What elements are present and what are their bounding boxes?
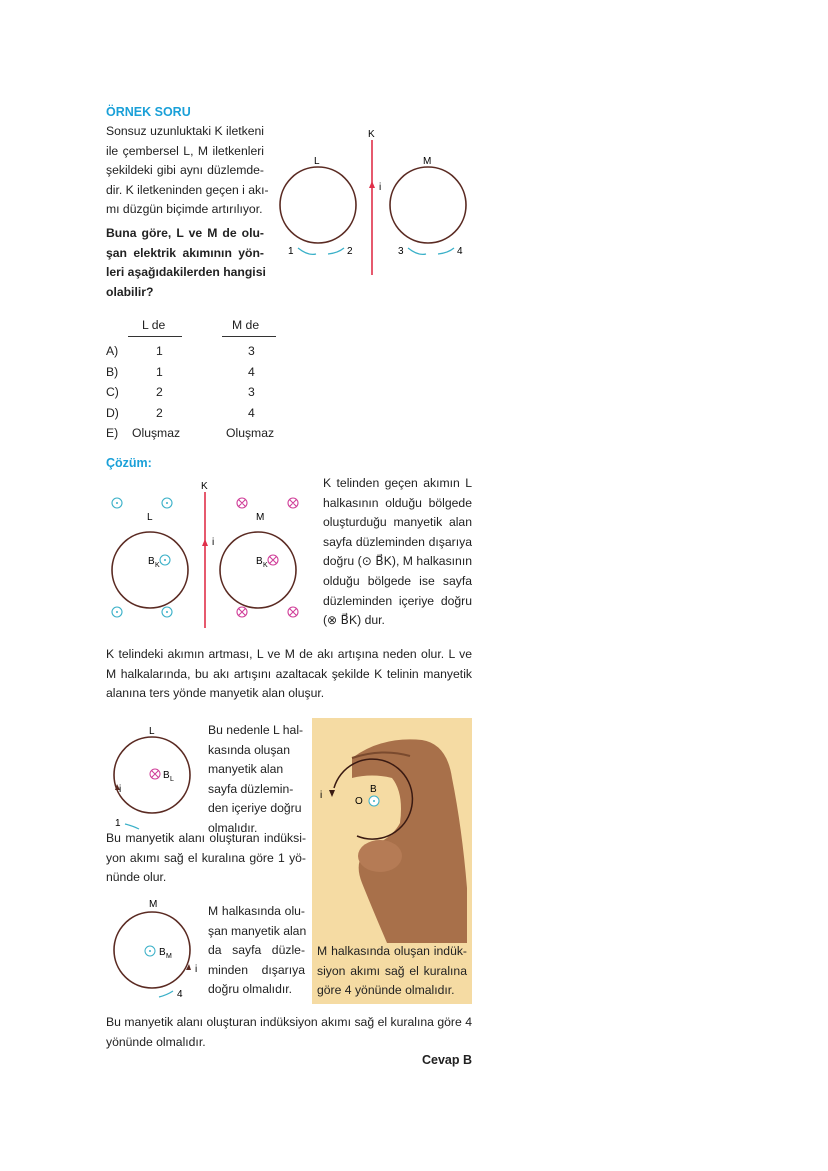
- text-line: şan manyetik alan: [208, 923, 307, 938]
- text-line: dir. K iletkeninden geçen i akı-: [106, 182, 269, 197]
- text-line: K telindeki akımın artması, L ve M de akı artışına neden olur. L ve: [106, 647, 472, 661]
- dir-2: 2: [347, 246, 353, 257]
- solution-paragraph-2: [106, 829, 306, 888]
- option-m-value: Oluşmaz: [226, 426, 275, 440]
- field-in-crosses-icon: [237, 498, 298, 617]
- loop-l: [114, 737, 190, 813]
- solution-side-text: [323, 474, 472, 631]
- loop-m-figure: [105, 897, 205, 1007]
- answer-label: Cevap B: [421, 1053, 472, 1067]
- text-line: kasında oluşan: [208, 742, 290, 757]
- question-text: [106, 122, 269, 220]
- option-label: A): [106, 344, 119, 358]
- text-line: mı düzgün biçimde artırılıyor.: [106, 202, 263, 217]
- text-line: siyon akımı sağ el kuralına: [317, 963, 467, 978]
- current-arrow-icon: [329, 790, 335, 797]
- photo-caption: [317, 942, 467, 1001]
- field-out-dots-icon: [112, 498, 172, 617]
- text-line: M halkasında olu-: [208, 904, 305, 918]
- option-l-value: 2: [156, 405, 163, 420]
- dir-4: 4: [457, 246, 463, 257]
- option-l-value: 1: [156, 344, 163, 358]
- example-title: ÖRNEK SORU: [106, 105, 191, 119]
- text-line: leri aşağıdakilerden hangisi: [106, 265, 266, 280]
- text-line: Bu manyetik alanı oluşturan indüksi-: [106, 831, 306, 845]
- text-line: olabilir?: [106, 284, 154, 299]
- loop-l-figure: [105, 722, 205, 832]
- solution-paragraph-1: [106, 645, 472, 704]
- option-l-value: Oluşmaz: [132, 426, 181, 440]
- field-label: B: [163, 770, 170, 781]
- text-line: (⊗ B⃗K) dur.: [323, 613, 385, 628]
- divider: [222, 336, 276, 337]
- current-label: i: [195, 964, 198, 975]
- direction-arrows-m-icon: [408, 248, 454, 254]
- field-label: B: [370, 784, 377, 795]
- text-line: yönünde olmalıdır.: [106, 1034, 206, 1049]
- option-l-value: 2: [156, 385, 163, 399]
- hand-image: [312, 718, 472, 943]
- text-line: halkasının olduğu bölgede: [323, 495, 472, 510]
- option-l-value: 1: [156, 364, 163, 379]
- header-l: L de: [142, 318, 166, 332]
- field-label: B: [159, 947, 166, 958]
- loop-m-label: M: [256, 512, 265, 523]
- text-line: nünde olur.: [106, 870, 167, 885]
- text-line: yon akımı sağ el kuralına göre 1 yö-: [106, 850, 306, 865]
- text-line: şekildeki gibi aynı düzlemde-: [106, 163, 264, 178]
- divider: [128, 336, 182, 337]
- solution-figure: [100, 478, 315, 633]
- option-label: C): [106, 385, 119, 399]
- current-label: i: [119, 784, 122, 795]
- loop-label: L: [149, 726, 155, 737]
- loop-l-label: L: [314, 156, 320, 167]
- right-hand-rule-photo: [312, 718, 472, 1004]
- text-line: Sonsuz uzunluktaki K iletkeni: [106, 124, 264, 138]
- text-line: den içeriye doğru: [208, 801, 302, 816]
- text-line: olmalıdır.: [208, 820, 258, 835]
- field-label: B: [148, 556, 155, 567]
- text-line: Bu nedenle L hal-: [208, 723, 304, 737]
- question-figure: [270, 120, 480, 285]
- text-line: minden dışarıya: [208, 962, 305, 977]
- text-line: olduğu bölgede ise sayfa: [323, 573, 472, 588]
- option-m-value: 4: [248, 364, 255, 379]
- text-line: ile çembersel L, M iletkenleri: [106, 143, 264, 158]
- option-label: E): [106, 426, 119, 440]
- loop-label: M: [149, 899, 158, 910]
- options-table: [106, 318, 306, 448]
- text-line: düzleminden içeriye doğru: [323, 593, 472, 608]
- loop-m-text: [208, 902, 305, 1000]
- option-m-value: 3: [248, 385, 255, 399]
- option-label: B): [106, 364, 119, 379]
- dir-1: 1: [288, 246, 294, 257]
- text-line: sayfa düzleminden dışarıya: [323, 534, 472, 549]
- current-label: i: [379, 182, 382, 193]
- option-m-value: 3: [248, 344, 255, 358]
- text-line: M halkasında oluşan indük-: [317, 944, 467, 958]
- loop-l-text: [208, 721, 304, 839]
- text-line: da sayfa düzle-: [208, 943, 305, 958]
- direction-arrow-icon: [159, 991, 173, 997]
- text-line: doğru (⊙ B⃗K), M halkasının: [323, 554, 472, 569]
- text-line: oluşturduğu manyetik alan: [323, 515, 472, 530]
- current-arrow-icon: [369, 181, 375, 188]
- text-line: şan elektrik akımının yön-: [106, 245, 264, 260]
- text-line: doğru olmalıdır.: [208, 982, 293, 997]
- dir-label: 1: [115, 818, 121, 829]
- dir-3: 3: [398, 246, 404, 257]
- text-line: Buna göre, L ve M de olu-: [106, 226, 264, 240]
- current-arrow-icon: [202, 539, 208, 546]
- text-line: göre 4 yönünde olmalıdır.: [317, 983, 455, 998]
- current-label: i: [320, 790, 323, 801]
- field-label: B: [256, 556, 263, 567]
- loop-l: [112, 532, 188, 608]
- field-out-icon: [145, 946, 155, 956]
- field-in-icon: [150, 769, 160, 779]
- field-sub: L: [170, 776, 174, 783]
- text-line: alanına ters yönde manyetik alan oluşur.: [106, 686, 325, 701]
- option-m-value: 4: [248, 405, 255, 420]
- text-line: sayfa düzlemin-: [208, 781, 294, 796]
- field-sub: M: [166, 953, 172, 960]
- direction-arrows-l-icon: [298, 248, 344, 254]
- header-m: M de: [232, 318, 260, 332]
- loop-m: [114, 912, 190, 988]
- question-prompt: [106, 224, 264, 302]
- loop-l-label: L: [147, 512, 153, 523]
- loop-m-label: M: [423, 156, 432, 167]
- wire-label: K: [201, 481, 208, 492]
- text-line: M halkalarında, bu akı artışını azaltacak şekilde K telinin manyetik: [106, 666, 472, 681]
- solution-paragraph-3: [106, 1013, 472, 1052]
- loop-l: [280, 167, 356, 243]
- solution-title: Çözüm:: [106, 456, 152, 470]
- current-label: i: [212, 537, 215, 548]
- origin-label: O: [355, 796, 363, 807]
- field-sub: K: [155, 562, 160, 569]
- text-line: manyetik alan: [208, 762, 284, 777]
- wire-label: K: [368, 129, 375, 140]
- option-label: D): [106, 405, 119, 420]
- text-line: Bu manyetik alanı oluşturan indüksiyon akımı sağ el kuralına göre 4: [106, 1015, 472, 1029]
- text-line: K telinden geçen akımın L: [323, 476, 472, 490]
- field-sub: K: [263, 562, 268, 569]
- loop-m: [220, 532, 296, 608]
- loop-m: [390, 167, 466, 243]
- dir-label: 4: [177, 989, 183, 1000]
